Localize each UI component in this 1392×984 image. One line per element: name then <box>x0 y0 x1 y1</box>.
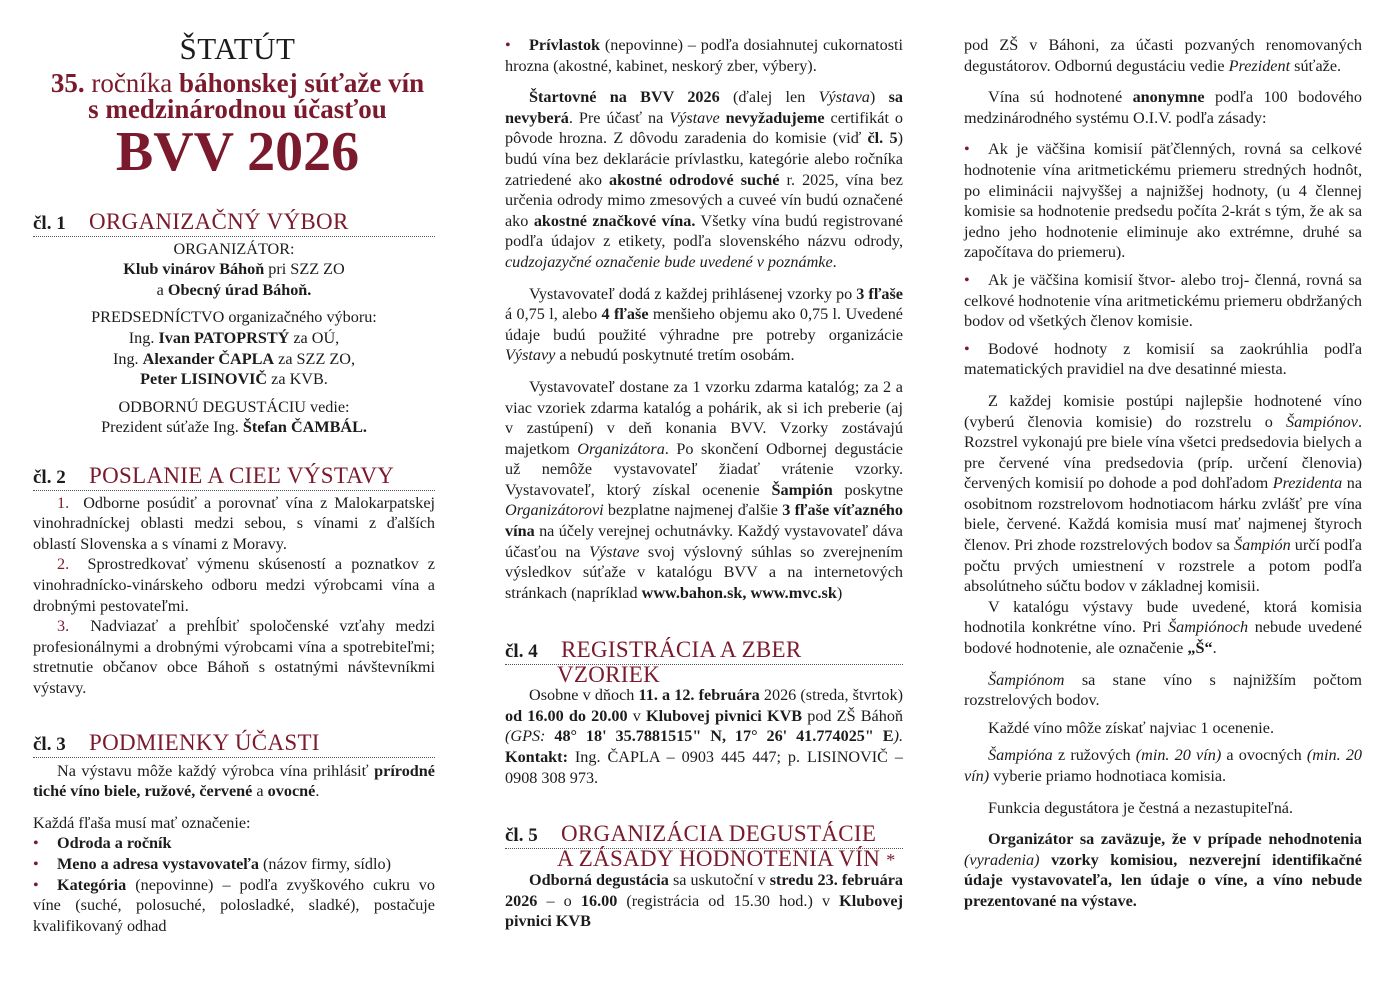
article-1 <box>33 209 435 438</box>
event-title: BVV 2026 <box>115 121 360 183</box>
subtitle: 35. ročníka báhonskej súťaže vín s medzinárodnou účasťou <box>50 68 425 124</box>
goal-item: 3. Nadviazať a prehĺbiť spoločenské vzťahy medzi profesionálnymi a drobnými výrobcami vína a spotrebiteľmi; stretnutie občanov obce Báhoň s ostatnými návštevníkmi výstavy. <box>33 617 435 697</box>
gps-coordinates: 48° 18' 35.7881515" N, 17° 26' 41.774025" E <box>554 727 894 746</box>
tasting-continued: pod ZŠ v Báhoni, za účasti pozvaných renomovaných degustátorov. Odbornú degustáciu vedie Prezident súťaže. <box>964 36 1362 75</box>
bullet-item: • Odroda a ročník <box>33 834 172 853</box>
supply-paragraph: Vystavovateľ dodá z každej prihlásenej vzorky po 3 fľaše á 0,75 l, alebo 4 fľaše menšieho objemu ako 0,75 l. Uvedené údaje budú použité výhradne pre potreby organizácie Výstavy a nebudú poskytnuté tretím osobám. <box>505 284 903 365</box>
article-2 <box>33 463 435 699</box>
document-title <box>0 31 475 183</box>
bullet-item: • Meno a adresa vystavovateľa (názov firmy, sídlo) <box>33 854 391 873</box>
registration-paragraph: Osobne v dňoch 11. a 12. februára 2026 (streda, štvrtok) od 16.00 do 20.00 v Klubovej pivnici KVB pod ZŠ Báhoň (GPS: 48° 18' 35.7881515" N, 17° 26' 41.774025" E). Kontakt: Ing. ČAPLA – 0903 445 447; p. LISINOVIČ – 0908 308 973. <box>505 686 904 787</box>
goal-item: 2. Sprostredkovať výmenu skúseností a poznatkov z vinohradnícko-vinárskeho odboru medzi výrobcami vína a drobnými pestovateľmi. <box>33 555 435 615</box>
bullet-item: • Prívlastok (nepovinne) – podľa dosiahnutej cukornatosti hrozna (akostné, kabinet, neskorý zber, výbery). <box>505 36 903 75</box>
asterisk: * <box>886 849 896 870</box>
paragraph: Šampióna z ružových (min. 20 vín) a ovocných (min. 20 vín) vyberie priamo hodnotiaca komisia. <box>964 746 1363 785</box>
rule-item: • Bodové hodnoty z komisií sa zaokrúhlia podľa matematických pravidiel na dve desatinné miesta. <box>964 339 1362 379</box>
statute-heading: ŠTATÚT <box>179 31 296 66</box>
rule-item: • Ak je väčšina komisií štvor- alebo troj- členná, rovná sa celkové hodnotenie vína aritmetickému priemeru obdržaných bodov od všetkých členov komisie. <box>964 270 1362 331</box>
scoring-paragraph: Vína sú hodnotené anonymne podľa 100 bodového medzinárodného systému O.I.V. podľa zásady: <box>964 88 1362 127</box>
catalog-note: V katalógu výstavy bude uvedené, ktorá komisia hodnotila konkrétne víno. Pri Šampiónoch nebude uvedené bodové hodnotenie, ale označenie „Š“. <box>964 597 1362 658</box>
closing-statement: Organizátor sa zaväzuje, že v prípade nehodnotenia (vyradenia) vzorky komisiou, nezverejní identifikačné údaje vystavovateľa, len údaje o víne, a víno nebude prezentované na výstave. <box>964 830 1362 910</box>
organizer-block: ORGANIZÁTOR: Klub vinárov Báhoň pri SZZ ZO a Obecný úrad Báhoň. PREDSEDNÍCTVO organizačného výboru: Ing. Ivan PATOPRSTÝ za OÚ, Ing. Alexander ČAPLA za SZZ ZO, Peter LISINOVIČ za KVB. ODBORNÚ DEGUSTÁCIU vedie: Prezident súťaže Ing. Štefan ČAMBÁL. <box>91 239 377 437</box>
catalog-paragraph: Vystavovateľ dostane za 1 vzorku zdarma katalóg; za 2 a viac vzoriek zdarma katalóg a pohárik, ak si ich preberie (aj v zastúpení) v deň konania BVV. Vzorky zostávajú majetkom Organizátora. Po skončení Odbornej degustácie už nemôže vystavovateľ žiadať vrátenie vzorky. Vystavovateľ, ktorý získal ocenenie Šampión poskytne Organizátorovi bezplatne najmenej ďalšie 3 fľaše víťazného vína na účely verejnej ochutnávky. Každý vystavovateľ dáva účasťou na Výstave svoj výslovný súhlas so zverejnením výsledkov súťaže v katalógu BVV a na internetových stránkach (napríklad www.bahon.sk, www.mvc.sk) <box>505 377 904 602</box>
paragraph: Každé víno môže získať najviac 1 ocenenie. <box>988 718 1275 737</box>
article-heading: čl. 2 POSLANIE A CIEĽ VÝSTAVY <box>33 466 435 491</box>
article-5: čl. 5 ORGANIZÁCIA DEGUSTÁCIE A ZÁSADY HODNOTENIA VÍN * Odborná degustácia sa uskutoční v stredu 23. februára 2026 – o 16.00 (registrácia od 15.30 hod.) v Klubovej pivnici KVB <box>505 821 903 931</box>
article-4: čl. 4 REGISTRÁCIA A ZBER VZORIEK Osobne v dňoch 11. a 12. februára 2026 (streda, štvrtok) od 16.00 do 20.00 v Klubovej pivnici KVB pod ZŠ Báhoň (GPS: 48° 18' 35.7881515" N, 17° 26' 41.774025" E). Kontakt: Ing. ČAPLA – 0903 445 447; p. LISINOVIČ – 0908 308 973. <box>505 637 904 787</box>
article-heading: čl. 5 ORGANIZÁCIA DEGUSTÁCIE <box>505 824 903 849</box>
tasting-paragraph: Odborná degustácia sa uskutoční v stredu 23. februára 2026 – o 16.00 (registrácia od 15.30 hod.) v Klubovej pivnici KVB <box>505 871 903 931</box>
rule-item: • Ak je väčšina komisií päťčlenných, rovná sa celkové hodnotenie vína aritmetickému priemeru stredných hodnôt, po eliminácii najvyššej a najnižšej hodnoty, (u 4 člennej komisie sa hodnotenie predsedu počíta 2-krát s tým, že ak sa jedno jeho hodnotenie eliminuje ako extrémne, druhé sa započítava do priemeru). <box>964 140 1362 262</box>
champion-paragraph: Z každej komisie postúpi najlepšie hodnotené víno (vyberú členovia komisie) do rozstrelu o Šampiónov. Rozstrel vykonajú pre biele vína všetci predsedovia bielych a pre červené vína predsedovia (príp. určení členovia) červených komisií po dohode a pod dohľadom Prezidenta na osobitnom rozstrelovom hodnotiacom hárku zvlášť pre vína biele, červené. Každá komisia musí mať najmenej štyroch členov. Pri zhode rozstrelových bodov sa Šampión určí podľa počtu prvých umiestnení v rozstrele a potom podľa absolútneho súčtu bodov v základnej komisii. <box>964 391 1363 596</box>
fee-paragraph: Štartovné na BVV 2026 (ďalej len Výstava) sa nevyberá. Pre účasť na Výstave nevyžadujeme certifikát o pôvode hrozna. Z dôvodu zaradenia do komisie (viď čl. 5) budú vína bez deklarácie prívlastku, kategórie alebo ročníka zatriedené ako akostné odrodové suché r. 2025, vína bez určenia odrody mimo zmesových a cuveé vín budú označené ako akostné značkové vína. Všetky vína budú registrované podľa údajov z etikety, podľa slovenského názvu odrody, cudzojazyčné označenie bude uvedené v poznámke. <box>505 88 904 271</box>
paragraph: Funkcia degustátora je čestná a nezastupiteľná. <box>988 798 1294 817</box>
article-heading: čl. 4 REGISTRÁCIA A ZBER <box>505 640 903 665</box>
website-links: www.bahon.sk, www.mvc.sk <box>641 583 837 602</box>
goal-item: 1. Odborne posúdiť a porovnať vína z Malokarpatskej vinohradníckej oblasti medzi sebou, s vínami z ďalších oblastí Slovenska a s vínami z Moravy. <box>33 493 435 553</box>
article-heading: čl. 1 ORGANIZAČNÝ VÝBOR <box>33 212 435 237</box>
paragraph: Šampiónom sa stane víno s najnižším počtom rozstrelových bodov. <box>964 670 1362 710</box>
contact-info: Ing. ČAPLA – 0903 445 447; p. LISINOVIČ – 0908 308 973. <box>505 747 903 787</box>
article-heading: čl. 3 PODMIENKY ÚČASTI <box>33 733 435 758</box>
label-intro: Každá fľaša musí mať označenie: <box>33 813 251 832</box>
article-3 <box>33 730 435 936</box>
bullet-item: • Kategória (nepovinne) – podľa zvyškového cukru vo víne (suché, polosuché, polosladké, sladké), postačuje kvalifikovaný odhad <box>33 875 435 935</box>
paragraph: Na výstavu môže každý výrobca vína prihlásiť prírodné tiché víno biele, ružové, červené a ovocné. <box>33 761 435 801</box>
